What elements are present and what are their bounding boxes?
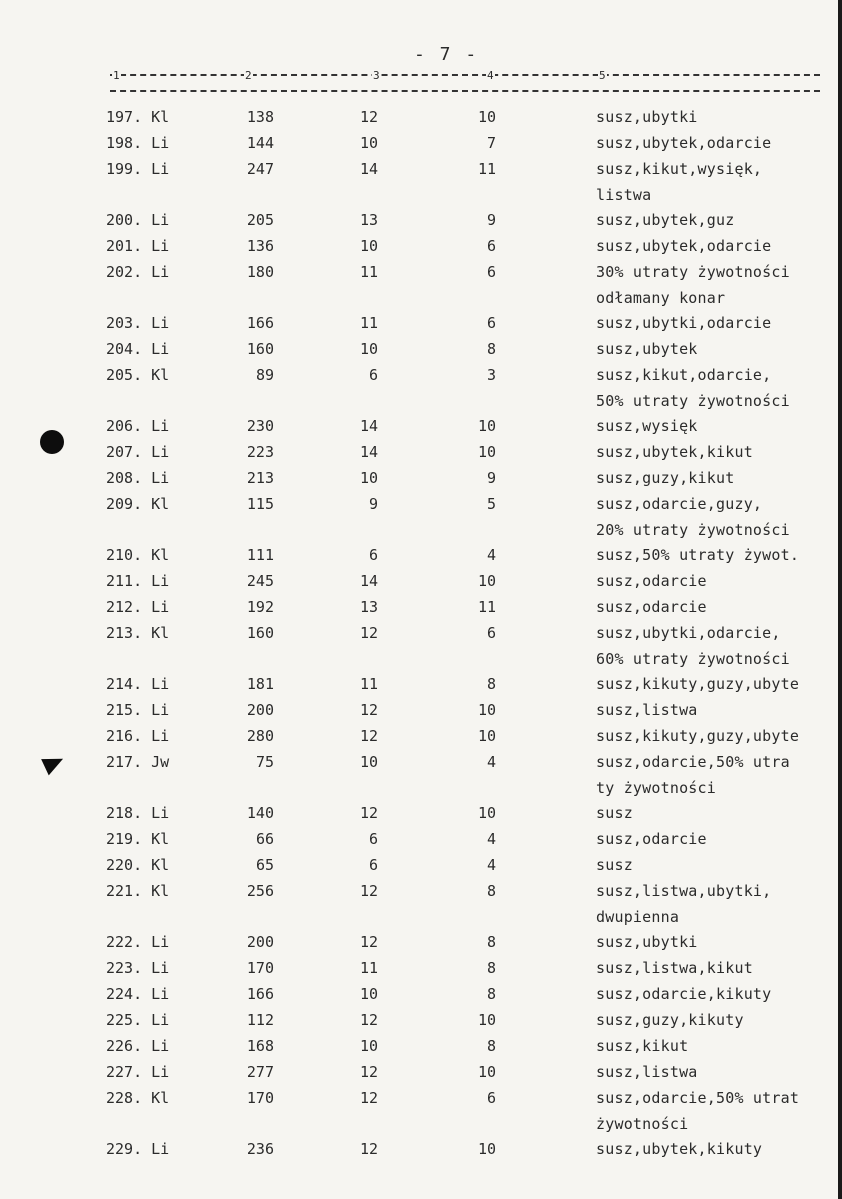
height-value: 14	[359, 417, 378, 435]
tree-number: 228. Kl	[106, 1089, 170, 1107]
condition-remarks: susz,ubytki	[596, 108, 698, 126]
height-value: 10	[359, 340, 378, 358]
tree-number: 213. Kl	[106, 624, 170, 642]
tree-number: 218. Li	[106, 804, 170, 822]
crown-value: 10	[477, 443, 496, 461]
crown-value: 9	[486, 469, 496, 487]
crown-value: 6	[486, 263, 496, 281]
crown-value: 8	[486, 985, 496, 1003]
crown-value: 10	[477, 727, 496, 745]
table-row	[0, 366, 842, 410]
height-value: 12	[359, 624, 378, 642]
tree-number: 216. Li	[106, 727, 170, 745]
table-row	[0, 469, 842, 495]
condition-remarks: susz,ubytek,odarcie	[596, 237, 772, 255]
condition-remarks: susz,kikut,odarcie,	[596, 366, 772, 384]
circumference-value: 168	[246, 1037, 274, 1055]
height-value: 6	[368, 830, 378, 848]
height-value: 14	[359, 160, 378, 178]
condition-remarks: susz,ubytek,kikut	[596, 443, 753, 461]
table-row	[0, 572, 842, 598]
condition-remarks: susz,kikut	[596, 1037, 689, 1055]
table-row	[0, 314, 842, 340]
circumference-value: 111	[246, 546, 274, 564]
table-row	[0, 675, 842, 701]
table-row	[0, 856, 842, 882]
tree-number: 214. Li	[106, 675, 170, 693]
crown-value: 10	[477, 1063, 496, 1081]
condition-remarks: susz,kikuty,guzy,ubyte	[596, 727, 800, 745]
table-row	[0, 1140, 842, 1166]
circumference-value: 160	[246, 340, 274, 358]
condition-remarks: susz,odarcie	[596, 598, 707, 616]
condition-remarks: susz,odarcie,50% utra	[596, 753, 790, 771]
table-row	[0, 546, 842, 572]
circumference-value: 180	[246, 263, 274, 281]
condition-remarks: susz,wysięk	[596, 417, 698, 435]
circumference-value: 166	[246, 985, 274, 1003]
crown-value: 8	[486, 675, 496, 693]
condition-remarks: susz,listwa	[596, 701, 698, 719]
crown-value: 4	[486, 753, 496, 771]
height-value: 12	[359, 933, 378, 951]
circumference-value: 213	[246, 469, 274, 487]
circumference-value: 75	[255, 753, 274, 771]
height-value: 6	[368, 856, 378, 874]
condition-remarks: susz,guzy,kikuty	[596, 1011, 744, 1029]
circumference-value: 245	[246, 572, 274, 590]
crown-value: 6	[486, 314, 496, 332]
circumference-value: 89	[255, 366, 274, 384]
crown-value: 8	[486, 340, 496, 358]
tree-number: 202. Li	[106, 263, 170, 281]
table-row	[0, 134, 842, 160]
table-row	[0, 701, 842, 727]
crown-value: 8	[486, 933, 496, 951]
circumference-value: 170	[246, 1089, 274, 1107]
crown-value: 10	[477, 1140, 496, 1158]
condition-remarks: 30% utraty żywotności	[596, 263, 790, 281]
table-row	[0, 624, 842, 668]
tree-number: 211. Li	[106, 572, 170, 590]
tree-number: 212. Li	[106, 598, 170, 616]
column-header-4: 4	[487, 69, 494, 82]
tree-number: 229. Li	[106, 1140, 170, 1158]
circumference-value: 115	[246, 495, 274, 513]
tree-number: 208. Li	[106, 469, 170, 487]
height-value: 12	[359, 804, 378, 822]
crown-value: 11	[477, 160, 496, 178]
height-value: 6	[368, 366, 378, 384]
height-value: 10	[359, 469, 378, 487]
tree-number: 210. Kl	[106, 546, 170, 564]
table-row	[0, 1037, 842, 1063]
height-value: 10	[359, 237, 378, 255]
table-row	[0, 830, 842, 856]
condition-remarks: susz,kikut,wysięk,	[596, 160, 763, 178]
crown-value: 4	[486, 856, 496, 874]
height-value: 10	[359, 753, 378, 771]
height-value: 12	[359, 1063, 378, 1081]
tree-number: 205. Kl	[106, 366, 170, 384]
table-row	[0, 443, 842, 469]
crown-value: 4	[486, 830, 496, 848]
circumference-value: 140	[246, 804, 274, 822]
circumference-value: 66	[255, 830, 274, 848]
crown-value: 7	[486, 134, 496, 152]
height-value: 11	[359, 314, 378, 332]
tree-number: 220. Kl	[106, 856, 170, 874]
condition-remarks: 50% utraty żywotności	[596, 391, 790, 410]
crown-value: 5	[486, 495, 496, 513]
table-row	[0, 340, 842, 366]
height-value: 11	[359, 675, 378, 693]
condition-remarks: susz,guzy,kikut	[596, 469, 735, 487]
condition-remarks: susz,50% utraty żywot.	[596, 546, 800, 564]
tree-number: 200. Li	[106, 211, 170, 229]
tree-number: 225. Li	[106, 1011, 170, 1029]
table-row	[0, 211, 842, 237]
crown-value: 9	[486, 211, 496, 229]
crown-value: 11	[477, 598, 496, 616]
column-header-2: 2	[245, 69, 252, 82]
tree-number: 207. Li	[106, 443, 170, 461]
circumference-value: 192	[246, 598, 274, 616]
circumference-value: 160	[246, 624, 274, 642]
condition-remarks: odłamany konar	[596, 288, 726, 307]
tree-number: 227. Li	[106, 1063, 170, 1081]
condition-remarks: susz,kikuty,guzy,ubyte	[596, 675, 800, 693]
circumference-value: 136	[246, 237, 274, 255]
condition-remarks: susz	[596, 856, 633, 874]
crown-value: 4	[486, 546, 496, 564]
height-value: 10	[359, 134, 378, 152]
tree-number: 226. Li	[106, 1037, 170, 1055]
table-row	[0, 108, 842, 134]
table-row	[0, 160, 842, 204]
table-row	[0, 1011, 842, 1037]
crown-value: 8	[486, 882, 496, 900]
height-value: 10	[359, 985, 378, 1003]
crown-value: 6	[486, 624, 496, 642]
height-value: 10	[359, 1037, 378, 1055]
condition-remarks: susz,odarcie	[596, 572, 707, 590]
circumference-value: 230	[246, 417, 274, 435]
height-value: 9	[368, 495, 378, 513]
table-row	[0, 985, 842, 1011]
circumference-value: 170	[246, 959, 274, 977]
tree-number: 219. Kl	[106, 830, 170, 848]
page-number: - 7 -	[414, 44, 479, 65]
circumference-value: 277	[246, 1063, 274, 1081]
crown-value: 8	[486, 959, 496, 977]
circumference-value: 247	[246, 160, 274, 178]
circumference-value: 223	[246, 443, 274, 461]
tree-number: 201. Li	[106, 237, 170, 255]
condition-remarks: susz,listwa,ubytki,	[596, 882, 772, 900]
condition-remarks: susz,odarcie,50% utrat	[596, 1089, 800, 1107]
condition-remarks: żywotności	[596, 1114, 689, 1133]
condition-remarks: susz,ubytki,odarcie	[596, 314, 772, 332]
circumference-value: 144	[246, 134, 274, 152]
condition-remarks: dwupienna	[596, 907, 680, 926]
crown-value: 10	[477, 804, 496, 822]
height-value: 14	[359, 443, 378, 461]
crown-value: 3	[486, 366, 496, 384]
table-row	[0, 727, 842, 753]
table-row	[0, 495, 842, 539]
table-row	[0, 882, 842, 926]
circumference-value: 200	[246, 933, 274, 951]
height-value: 11	[359, 959, 378, 977]
height-value: 14	[359, 572, 378, 590]
table-row	[0, 263, 842, 307]
condition-remarks: susz,listwa,kikut	[596, 959, 753, 977]
tree-number: 197. Kl	[106, 108, 170, 126]
crown-value: 10	[477, 1011, 496, 1029]
tree-number: 209. Kl	[106, 495, 170, 513]
condition-remarks: susz,ubytek,guz	[596, 211, 735, 229]
header-rule-bottom	[110, 90, 820, 92]
circumference-value: 166	[246, 314, 274, 332]
tree-number: 223. Li	[106, 959, 170, 977]
height-value: 12	[359, 108, 378, 126]
table-row	[0, 959, 842, 985]
height-value: 13	[359, 598, 378, 616]
condition-remarks: 20% utraty żywotności	[596, 520, 790, 539]
column-header-1: 1	[113, 69, 120, 82]
crown-value: 6	[486, 237, 496, 255]
height-value: 12	[359, 882, 378, 900]
condition-remarks: ty żywotności	[596, 778, 716, 797]
crown-value: 10	[477, 108, 496, 126]
condition-remarks: susz,ubytki,odarcie,	[596, 624, 781, 642]
condition-remarks: susz,odarcie,kikuty	[596, 985, 772, 1003]
header-rule-top	[110, 74, 820, 76]
circumference-value: 200	[246, 701, 274, 719]
circumference-value: 280	[246, 727, 274, 745]
tree-number: 222. Li	[106, 933, 170, 951]
table-row	[0, 417, 842, 443]
tree-number: 198. Li	[106, 134, 170, 152]
crown-value: 8	[486, 1037, 496, 1055]
column-header-3: 3	[373, 69, 380, 82]
condition-remarks: susz,odarcie,guzy,	[596, 495, 763, 513]
circumference-value: 256	[246, 882, 274, 900]
tree-number: 206. Li	[106, 417, 170, 435]
crown-value: 10	[477, 572, 496, 590]
tree-number: 199. Li	[106, 160, 170, 178]
circumference-value: 205	[246, 211, 274, 229]
circumference-value: 181	[246, 675, 274, 693]
condition-remarks: susz,odarcie	[596, 830, 707, 848]
tree-number: 224. Li	[106, 985, 170, 1003]
condition-remarks: 60% utraty żywotności	[596, 649, 790, 668]
condition-remarks: listwa	[596, 185, 652, 204]
table-row	[0, 1063, 842, 1089]
tree-number: 221. Kl	[106, 882, 170, 900]
condition-remarks: susz,ubytek,odarcie	[596, 134, 772, 152]
height-value: 12	[359, 701, 378, 719]
condition-remarks: susz	[596, 804, 633, 822]
crown-value: 10	[477, 417, 496, 435]
height-value: 6	[368, 546, 378, 564]
tree-number: 204. Li	[106, 340, 170, 358]
condition-remarks: susz,ubytek	[596, 340, 698, 358]
tree-number: 215. Li	[106, 701, 170, 719]
height-value: 12	[359, 1089, 378, 1107]
circumference-value: 138	[246, 108, 274, 126]
circumference-value: 112	[246, 1011, 274, 1029]
height-value: 12	[359, 727, 378, 745]
circumference-value: 236	[246, 1140, 274, 1158]
height-value: 11	[359, 263, 378, 281]
height-value: 12	[359, 1011, 378, 1029]
table-row	[0, 598, 842, 624]
column-header-5: 5	[599, 69, 606, 82]
tree-number: 203. Li	[106, 314, 170, 332]
circumference-value: 65	[255, 856, 274, 874]
condition-remarks: susz,listwa	[596, 1063, 698, 1081]
condition-remarks: susz,ubytek,kikuty	[596, 1140, 763, 1158]
tree-number: 217. Jw	[106, 753, 170, 771]
table-row	[0, 933, 842, 959]
height-value: 13	[359, 211, 378, 229]
crown-value: 6	[486, 1089, 496, 1107]
table-row	[0, 804, 842, 830]
punch-hole-mark	[40, 430, 64, 454]
crown-value: 10	[477, 701, 496, 719]
condition-remarks: susz,ubytki	[596, 933, 698, 951]
table-row	[0, 1089, 842, 1133]
height-value: 12	[359, 1140, 378, 1158]
table-row	[0, 753, 842, 797]
table-row	[0, 237, 842, 263]
